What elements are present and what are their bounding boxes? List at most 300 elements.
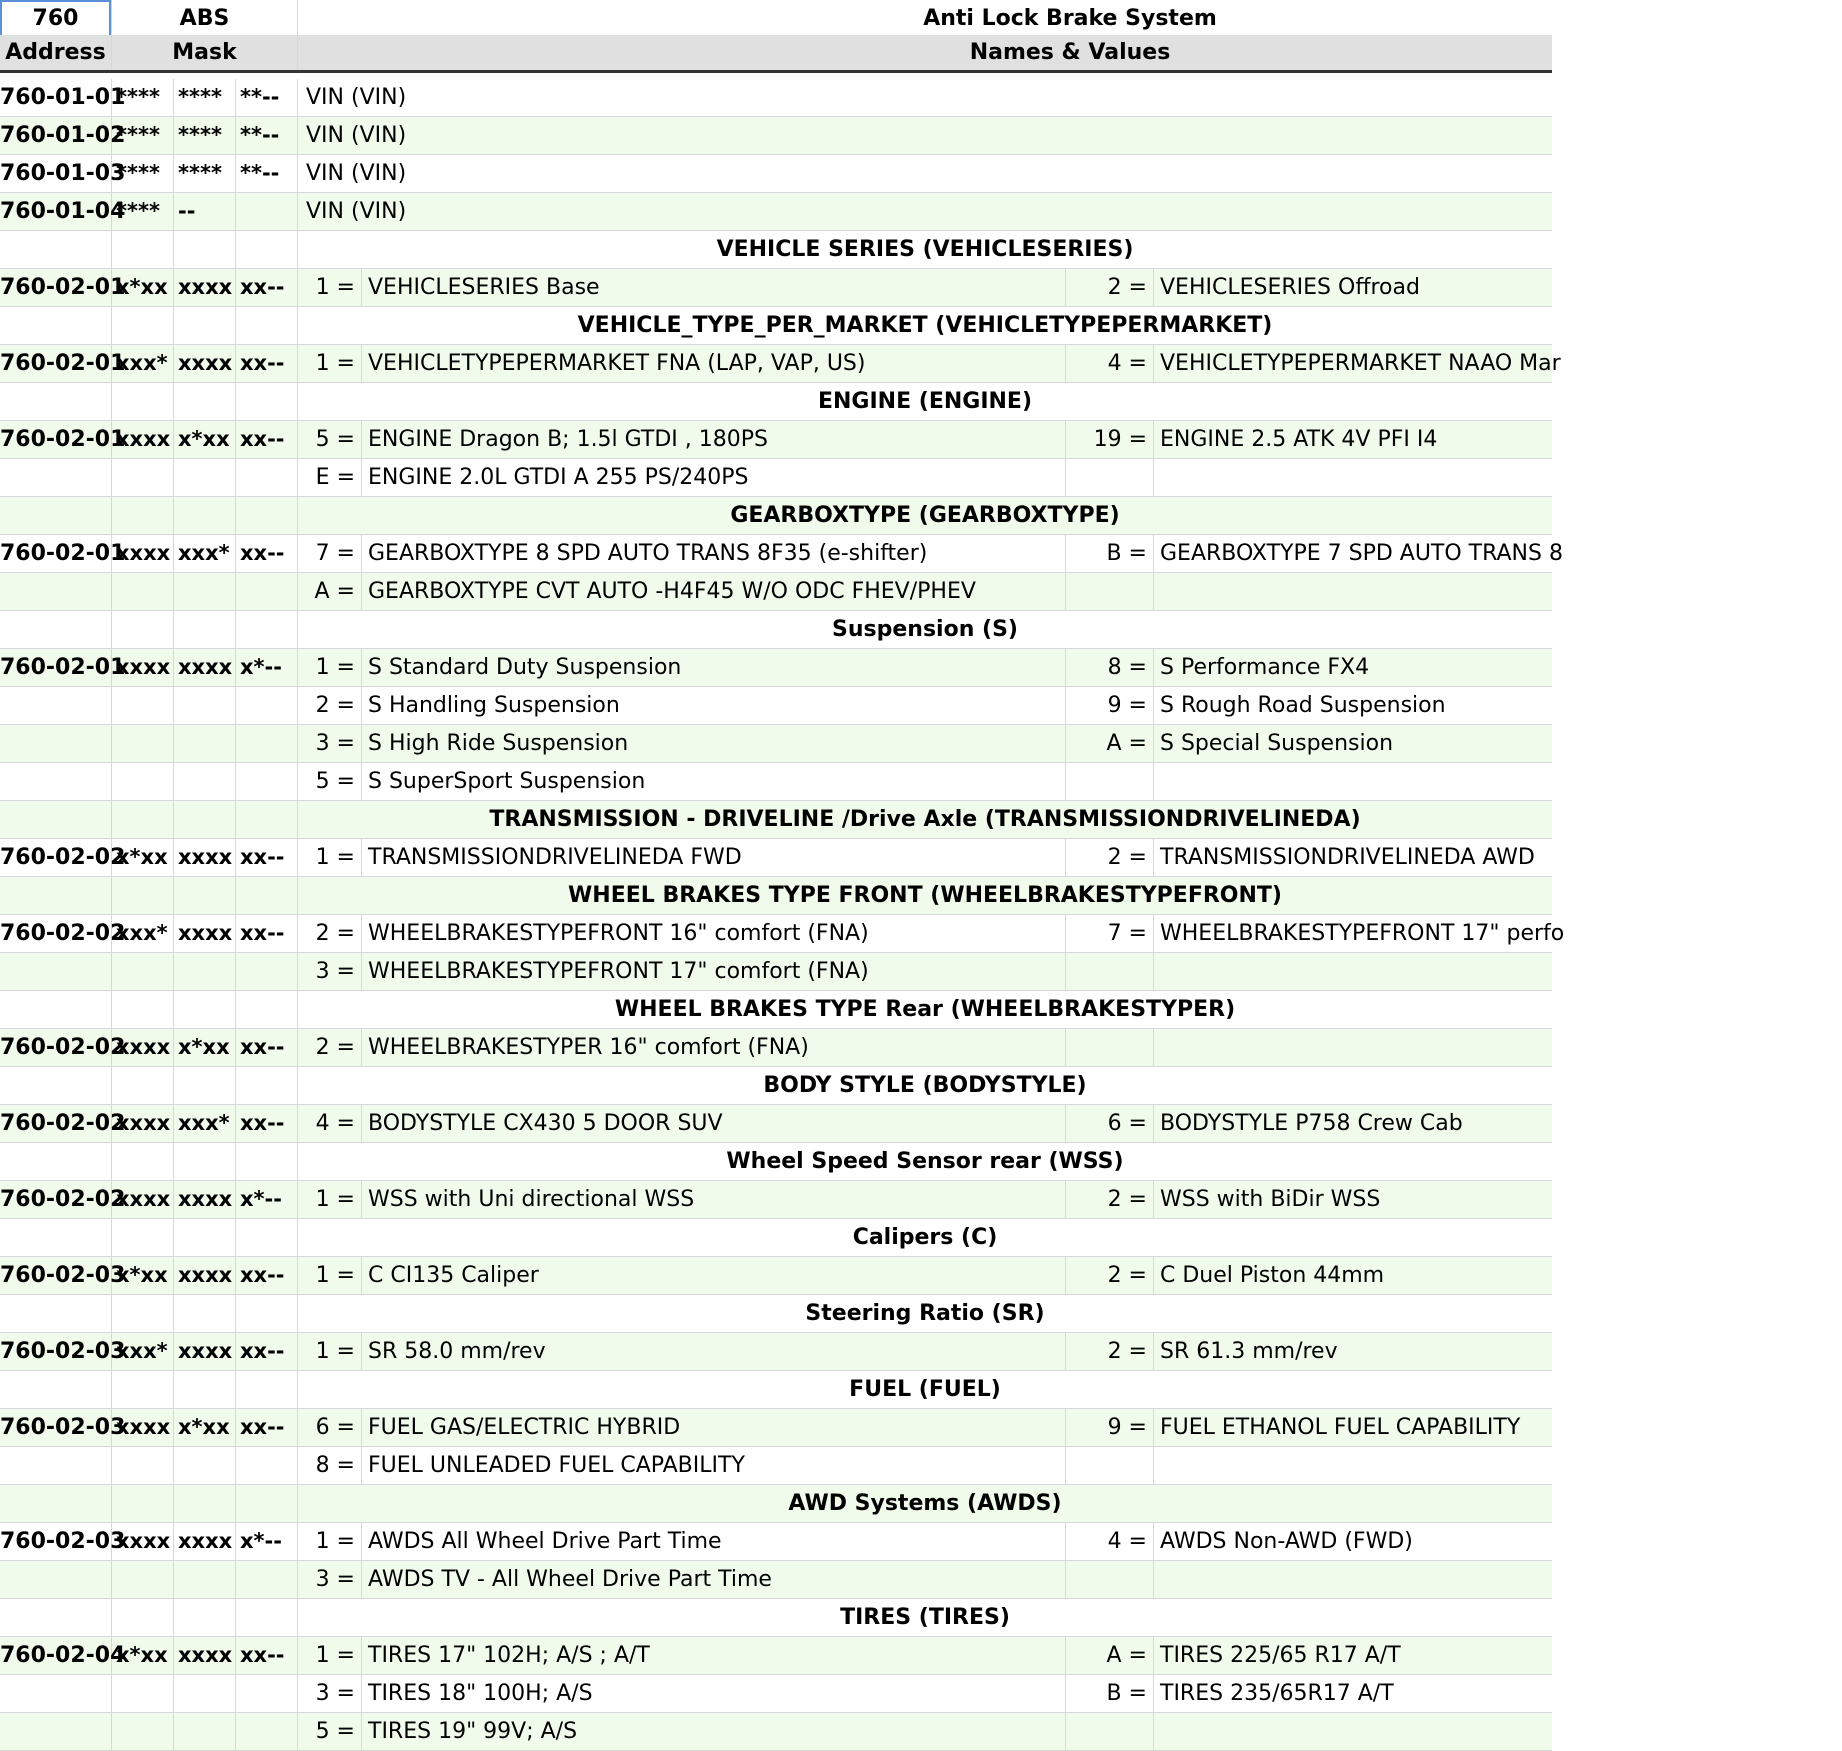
address-cell[interactable]: 760-02-01 (0, 649, 112, 686)
value-name[interactable]: TIRES 17" 102H; A/S ; A/T (362, 1637, 1066, 1674)
mask-cell[interactable]: xxxx (112, 421, 174, 458)
value-code[interactable] (1066, 1447, 1154, 1484)
section-title[interactable]: GEARBOXTYPE (GEARBOXTYPE) (730, 502, 1120, 528)
mask-cell[interactable] (112, 687, 174, 724)
value-name[interactable]: AWDS Non-AWD (FWD) (1160, 1528, 1413, 1554)
mask-cell[interactable] (112, 1143, 174, 1180)
mask-cell[interactable]: **-- (236, 155, 298, 192)
mask-cell[interactable] (236, 801, 298, 838)
ecu-name-cell[interactable]: ABS (112, 0, 298, 37)
mask-cell[interactable] (174, 801, 236, 838)
value-code[interactable]: 3 = (298, 1675, 362, 1712)
value-name[interactable]: VEHICLESERIES Offroad (1160, 274, 1420, 300)
mask-cell[interactable]: xxxx (174, 649, 236, 686)
section-title[interactable]: VEHICLE SERIES (VEHICLESERIES) (716, 236, 1134, 262)
value-code[interactable]: 2 = (298, 687, 362, 724)
mask-cell[interactable]: xx-- (236, 1105, 298, 1142)
value-code[interactable] (1066, 1029, 1154, 1066)
value-code[interactable]: 1 = (298, 1257, 362, 1294)
mask-cell[interactable]: **-- (236, 79, 298, 116)
mask-cell[interactable]: x*xx (174, 1029, 236, 1066)
value-name[interactable]: FUEL UNLEADED FUEL CAPABILITY (362, 1447, 1066, 1484)
mask-cell[interactable]: **** (112, 155, 174, 192)
value-name[interactable]: SR 58.0 mm/rev (362, 1333, 1066, 1370)
mask-cell[interactable] (174, 1485, 236, 1522)
mask-cell[interactable]: x*xx (174, 1409, 236, 1446)
address-cell[interactable] (0, 1067, 112, 1104)
value-code[interactable]: 2 = (1066, 1257, 1154, 1294)
mask-cell[interactable] (112, 1599, 174, 1636)
address-cell[interactable] (0, 459, 112, 496)
value-name[interactable]: WHEELBRAKESTYPER 16" comfort (FNA) (362, 1029, 1066, 1066)
address-cell[interactable] (0, 763, 112, 800)
mask-cell[interactable] (236, 1713, 298, 1750)
address-cell[interactable] (0, 1675, 112, 1712)
value-name[interactable]: VEHICLESERIES Base (362, 269, 1066, 306)
mask-cell[interactable] (236, 231, 298, 268)
value-name[interactable]: S Standard Duty Suspension (362, 649, 1066, 686)
value-name[interactable]: WHEELBRAKESTYPEFRONT 17" comfort (FNA) (362, 953, 1066, 990)
mask-cell[interactable]: **-- (236, 117, 298, 154)
mask-cell[interactable]: -- (174, 193, 236, 230)
address-cell[interactable]: 760-02-04 (0, 1637, 112, 1674)
value-name[interactable] (1154, 573, 1552, 610)
mask-cell[interactable] (112, 991, 174, 1028)
mask-cell[interactable]: xxx* (174, 1105, 236, 1142)
mask-cell[interactable]: xxxx (174, 345, 236, 382)
address-cell[interactable] (0, 1371, 112, 1408)
section-title[interactable]: Suspension (S) (832, 616, 1018, 642)
address-cell[interactable]: 760-02-02 (0, 1105, 112, 1142)
address-cell[interactable]: 760-02-02 (0, 1029, 112, 1066)
mask-cell[interactable] (236, 953, 298, 990)
value-name[interactable] (1154, 953, 1552, 990)
value-code[interactable]: 1 = (298, 345, 362, 382)
value-code[interactable]: 2 = (298, 915, 362, 952)
value-code[interactable]: 6 = (298, 1409, 362, 1446)
mask-cell[interactable]: xxx* (112, 345, 174, 382)
value-code[interactable]: 5 = (298, 763, 362, 800)
value-code[interactable]: 2 = (1066, 269, 1154, 306)
mask-cell[interactable] (236, 725, 298, 762)
value-name[interactable]: S SuperSport Suspension (362, 763, 1066, 800)
value-code[interactable]: 19 = (1066, 421, 1154, 458)
value-code[interactable]: A = (1066, 1637, 1154, 1674)
mask-cell[interactable]: xxxx (112, 1029, 174, 1066)
mask-cell[interactable]: x*xx (174, 421, 236, 458)
address-cell[interactable]: 760-01-04 (0, 193, 112, 230)
value-code[interactable]: 6 = (1066, 1105, 1154, 1142)
value-name[interactable]: S Handling Suspension (362, 687, 1066, 724)
value-code[interactable] (1066, 459, 1154, 496)
value-name[interactable]: AWDS All Wheel Drive Part Time (362, 1523, 1066, 1560)
mask-cell[interactable]: xxxx (112, 1181, 174, 1218)
value-code[interactable]: 1 = (298, 1333, 362, 1370)
value-name[interactable]: WHEELBRAKESTYPEFRONT 16" comfort (FNA) (362, 915, 1066, 952)
mask-cell[interactable] (236, 1485, 298, 1522)
mask-cell[interactable] (112, 497, 174, 534)
mask-cell[interactable] (174, 459, 236, 496)
value-name[interactable]: TRANSMISSIONDRIVELINEDA FWD (362, 839, 1066, 876)
mask-cell[interactable]: xxx* (112, 1333, 174, 1370)
value-name[interactable]: TIRES 18" 100H; A/S (362, 1675, 1066, 1712)
mask-cell[interactable]: xxx* (174, 535, 236, 572)
value-name[interactable]: C CI135 Caliper (362, 1257, 1066, 1294)
address-cell[interactable]: 760-02-01 (0, 535, 112, 572)
mask-cell[interactable] (174, 307, 236, 344)
mask-cell[interactable] (112, 725, 174, 762)
mask-cell[interactable]: xxxx (174, 269, 236, 306)
mask-cell[interactable] (174, 1371, 236, 1408)
mask-cell[interactable] (236, 1599, 298, 1636)
value-name[interactable]: ENGINE 2.0L GTDI A 255 PS/240PS (362, 459, 1066, 496)
value-code[interactable]: 2 = (298, 1029, 362, 1066)
section-title[interactable]: TIRES (TIRES) (840, 1604, 1010, 1630)
value-name[interactable]: GEARBOXTYPE 8 SPD AUTO TRANS 8F35 (e-shifter) (362, 535, 1066, 572)
mask-column-header[interactable]: Mask (112, 35, 298, 70)
mask-cell[interactable] (112, 1561, 174, 1598)
value-name[interactable]: SR 61.3 mm/rev (1160, 1338, 1338, 1364)
value-name[interactable] (1154, 1447, 1552, 1484)
value-code[interactable]: 5 = (298, 1713, 362, 1750)
address-cell[interactable] (0, 383, 112, 420)
address-cell[interactable]: 760-02-02 (0, 839, 112, 876)
mask-cell[interactable] (174, 383, 236, 420)
section-title[interactable]: VEHICLE_TYPE_PER_MARKET (VEHICLETYPEPERMARKET) (577, 312, 1273, 338)
mask-cell[interactable] (236, 763, 298, 800)
mask-cell[interactable] (112, 573, 174, 610)
address-cell[interactable] (0, 231, 112, 268)
mask-cell[interactable]: xxxx (174, 1637, 236, 1674)
address-cell[interactable]: 760-02-03 (0, 1409, 112, 1446)
mask-cell[interactable] (236, 1675, 298, 1712)
address-cell[interactable]: 760-02-01 (0, 421, 112, 458)
value-name[interactable]: WHEELBRAKESTYPEFRONT 17" perfo (1160, 920, 1565, 946)
mask-cell[interactable] (174, 1067, 236, 1104)
mask-cell[interactable]: xxxx (112, 1409, 174, 1446)
value-name[interactable]: C Duel Piston 44mm (1160, 1262, 1385, 1288)
address-cell[interactable] (0, 573, 112, 610)
value-name[interactable]: GEARBOXTYPE 7 SPD AUTO TRANS 8 (1160, 540, 1563, 566)
address-cell[interactable] (0, 1447, 112, 1484)
value-name[interactable]: TIRES 19" 99V; A/S (362, 1713, 1066, 1750)
value-code[interactable]: E = (298, 459, 362, 496)
mask-cell[interactable] (174, 953, 236, 990)
mask-cell[interactable] (174, 1295, 236, 1332)
section-title[interactable]: AWD Systems (AWDS) (788, 1490, 1062, 1516)
value-name[interactable] (1154, 763, 1552, 800)
mask-cell[interactable]: xxxx (174, 1257, 236, 1294)
section-title[interactable]: Calipers (C) (852, 1224, 998, 1250)
value-code[interactable]: 5 = (298, 421, 362, 458)
mask-cell[interactable] (236, 1371, 298, 1408)
mask-cell[interactable] (174, 1143, 236, 1180)
section-title[interactable]: FUEL (FUEL) (849, 1376, 1001, 1402)
section-title[interactable]: Wheel Speed Sensor rear (WSS) (726, 1148, 1124, 1174)
address-cell[interactable]: 760-02-03 (0, 1333, 112, 1370)
address-cell[interactable] (0, 1561, 112, 1598)
ecu-address-cell[interactable]: 760 (0, 0, 112, 37)
mask-cell[interactable]: xx-- (236, 1409, 298, 1446)
mask-cell[interactable] (174, 1447, 236, 1484)
value-name[interactable]: ENGINE Dragon B; 1.5l GTDI , 180PS (362, 421, 1066, 458)
mask-cell[interactable] (112, 1447, 174, 1484)
value-code[interactable]: 3 = (298, 1561, 362, 1598)
value-name[interactable] (1154, 1713, 1552, 1750)
value-name[interactable]: BODYSTYLE P758 Crew Cab (1160, 1110, 1463, 1136)
value-name[interactable]: S Special Suspension (1160, 730, 1394, 756)
address-cell[interactable] (0, 877, 112, 914)
address-cell[interactable]: 760-02-03 (0, 1523, 112, 1560)
mask-cell[interactable]: xxxx (112, 1523, 174, 1560)
value-code[interactable]: 2 = (1066, 839, 1154, 876)
mask-cell[interactable]: xx-- (236, 1637, 298, 1674)
mask-cell[interactable] (112, 1485, 174, 1522)
mask-cell[interactable] (112, 1675, 174, 1712)
value-code[interactable]: 9 = (1066, 687, 1154, 724)
value-name[interactable]: WSS with Uni directional WSS (362, 1181, 1066, 1218)
mask-cell[interactable]: xx-- (236, 345, 298, 382)
address-cell[interactable] (0, 953, 112, 990)
value-code[interactable]: 7 = (298, 535, 362, 572)
address-cell[interactable] (0, 991, 112, 1028)
mask-cell[interactable] (236, 497, 298, 534)
mask-cell[interactable] (236, 1067, 298, 1104)
section-title[interactable]: WHEEL BRAKES TYPE FRONT (WHEELBRAKESTYPEFRONT) (568, 882, 1282, 908)
mask-cell[interactable] (112, 953, 174, 990)
mask-cell[interactable] (236, 459, 298, 496)
address-cell[interactable] (0, 801, 112, 838)
value-name[interactable]: BODYSTYLE CX430 5 DOOR SUV (362, 1105, 1066, 1142)
mask-cell[interactable] (174, 877, 236, 914)
mask-cell[interactable] (236, 877, 298, 914)
value-code[interactable]: 4 = (298, 1105, 362, 1142)
names-values-column-header[interactable] (298, 35, 1552, 70)
value-code[interactable]: 2 = (1066, 1333, 1154, 1370)
address-cell[interactable] (0, 1599, 112, 1636)
vin-label[interactable]: VIN (VIN) (306, 122, 407, 148)
value-code[interactable]: 9 = (1066, 1409, 1154, 1446)
mask-cell[interactable]: xxxx (174, 1181, 236, 1218)
value-name[interactable]: FUEL ETHANOL FUEL CAPABILITY (1160, 1414, 1521, 1440)
mask-cell[interactable] (236, 573, 298, 610)
value-name[interactable]: ENGINE 2.5 ATK 4V PFI I4 (1160, 426, 1438, 452)
mask-cell[interactable] (236, 1219, 298, 1256)
mask-cell[interactable] (174, 231, 236, 268)
mask-cell[interactable]: **** (112, 193, 174, 230)
mask-cell[interactable] (236, 1295, 298, 1332)
value-name[interactable] (1154, 1561, 1552, 1598)
value-code[interactable]: 1 = (298, 649, 362, 686)
mask-cell[interactable]: xxxx (112, 535, 174, 572)
mask-cell[interactable] (174, 573, 236, 610)
mask-cell[interactable]: xx-- (236, 1257, 298, 1294)
mask-cell[interactable] (174, 1599, 236, 1636)
mask-cell[interactable] (174, 687, 236, 724)
address-cell[interactable]: 760-01-02 (0, 117, 112, 154)
section-title[interactable]: TRANSMISSION - DRIVELINE /Drive Axle (TRANSMISSIONDRIVELINEDA) (489, 806, 1361, 832)
value-name[interactable] (1154, 459, 1552, 496)
mask-cell[interactable] (174, 725, 236, 762)
value-name[interactable]: TIRES 235/65R17 A/T (1160, 1680, 1394, 1706)
vin-label[interactable]: VIN (VIN) (306, 160, 407, 186)
mask-cell[interactable] (174, 611, 236, 648)
mask-cell[interactable] (174, 497, 236, 534)
address-cell[interactable] (0, 1219, 112, 1256)
address-cell[interactable] (0, 687, 112, 724)
mask-cell[interactable] (112, 1713, 174, 1750)
mask-cell[interactable] (174, 991, 236, 1028)
mask-cell[interactable]: xx-- (236, 535, 298, 572)
mask-cell[interactable] (112, 1295, 174, 1332)
value-name[interactable]: TIRES 225/65 R17 A/T (1160, 1642, 1401, 1668)
mask-cell[interactable]: **** (174, 79, 236, 116)
value-name[interactable]: GEARBOXTYPE CVT AUTO -H4F45 W/O ODC FHEV/PHEV (362, 573, 1066, 610)
mask-cell[interactable]: xxx* (112, 915, 174, 952)
ecu-description-cell[interactable] (298, 0, 1552, 37)
mask-cell[interactable] (112, 383, 174, 420)
value-name[interactable] (1154, 1029, 1552, 1066)
mask-cell[interactable]: x*-- (236, 649, 298, 686)
mask-cell[interactable]: x*-- (236, 1523, 298, 1560)
mask-cell[interactable] (112, 1371, 174, 1408)
value-code[interactable]: 2 = (1066, 1181, 1154, 1218)
value-name[interactable]: S Performance FX4 (1160, 654, 1370, 680)
value-name[interactable]: VEHICLETYPEPERMARKET NAAO Mar (1160, 350, 1561, 376)
mask-cell[interactable] (236, 687, 298, 724)
value-code[interactable]: 8 = (298, 1447, 362, 1484)
value-name[interactable]: AWDS TV - All Wheel Drive Part Time (362, 1561, 1066, 1598)
mask-cell[interactable] (174, 763, 236, 800)
value-code[interactable]: 1 = (298, 269, 362, 306)
mask-cell[interactable] (236, 1561, 298, 1598)
value-name[interactable]: TRANSMISSIONDRIVELINEDA AWD (1160, 844, 1535, 870)
mask-cell[interactable] (112, 877, 174, 914)
mask-cell[interactable] (112, 231, 174, 268)
value-code[interactable] (1066, 1713, 1154, 1750)
mask-cell[interactable] (112, 763, 174, 800)
section-title[interactable]: ENGINE (ENGINE) (817, 388, 1033, 414)
address-cell[interactable] (0, 1713, 112, 1750)
value-code[interactable]: 1 = (298, 1637, 362, 1674)
mask-cell[interactable]: xx-- (236, 915, 298, 952)
mask-cell[interactable] (236, 383, 298, 420)
address-cell[interactable] (0, 307, 112, 344)
vin-label[interactable]: VIN (VIN) (306, 84, 407, 110)
address-cell[interactable] (0, 1485, 112, 1522)
value-name[interactable]: S High Ride Suspension (362, 725, 1066, 762)
value-code[interactable] (1066, 953, 1154, 990)
mask-cell[interactable] (236, 1143, 298, 1180)
mask-cell[interactable] (174, 1675, 236, 1712)
mask-cell[interactable]: xxxx (174, 915, 236, 952)
mask-cell[interactable] (112, 801, 174, 838)
value-code[interactable]: B = (1066, 535, 1154, 572)
value-code[interactable]: 1 = (298, 1523, 362, 1560)
mask-cell[interactable]: x*-- (236, 1181, 298, 1218)
mask-cell[interactable]: xx-- (236, 839, 298, 876)
value-code[interactable]: 1 = (298, 839, 362, 876)
mask-cell[interactable] (236, 611, 298, 648)
value-name[interactable]: VEHICLETYPEPERMARKET FNA (LAP, VAP, US) (362, 345, 1066, 382)
value-code[interactable]: B = (1066, 1675, 1154, 1712)
mask-cell[interactable]: xx-- (236, 1333, 298, 1370)
value-code[interactable] (1066, 763, 1154, 800)
value-code[interactable] (1066, 1561, 1154, 1598)
address-cell[interactable] (0, 611, 112, 648)
address-cell[interactable] (0, 497, 112, 534)
value-code[interactable]: 7 = (1066, 915, 1154, 952)
value-code[interactable]: 1 = (298, 1181, 362, 1218)
mask-cell[interactable] (236, 307, 298, 344)
mask-cell[interactable]: xxxx (174, 1333, 236, 1370)
value-code[interactable] (1066, 573, 1154, 610)
mask-cell[interactable]: xx-- (236, 1029, 298, 1066)
mask-cell[interactable] (174, 1219, 236, 1256)
mask-cell[interactable] (112, 459, 174, 496)
mask-cell[interactable] (112, 611, 174, 648)
value-code[interactable]: 8 = (1066, 649, 1154, 686)
value-code[interactable]: 4 = (1066, 345, 1154, 382)
mask-cell[interactable] (174, 1561, 236, 1598)
mask-cell[interactable] (112, 1219, 174, 1256)
mask-cell[interactable]: xxxx (174, 1523, 236, 1560)
section-title[interactable]: WHEEL BRAKES TYPE Rear (WHEELBRAKESTYPER) (614, 996, 1236, 1022)
address-cell[interactable]: 760-01-01 (0, 79, 112, 116)
mask-cell[interactable] (174, 1713, 236, 1750)
mask-cell[interactable] (112, 307, 174, 344)
address-cell[interactable]: 760-02-02 (0, 1181, 112, 1218)
address-column-header[interactable]: Address (0, 35, 112, 70)
value-code[interactable]: 3 = (298, 953, 362, 990)
mask-cell[interactable]: x*xx (112, 269, 174, 306)
mask-cell[interactable]: x*xx (112, 1257, 174, 1294)
address-cell[interactable] (0, 725, 112, 762)
value-code[interactable]: A = (1066, 725, 1154, 762)
address-cell[interactable]: 760-02-03 (0, 1257, 112, 1294)
mask-cell[interactable]: **** (112, 79, 174, 116)
mask-cell[interactable]: xx-- (236, 421, 298, 458)
address-cell[interactable]: 760-01-03 (0, 155, 112, 192)
value-code[interactable]: 3 = (298, 725, 362, 762)
mask-cell[interactable] (236, 193, 298, 230)
mask-cell[interactable] (112, 1067, 174, 1104)
address-cell[interactable]: 760-02-01 (0, 269, 112, 306)
address-cell[interactable]: 760-02-01 (0, 345, 112, 382)
address-cell[interactable]: 760-02-02 (0, 915, 112, 952)
value-name[interactable]: WSS with BiDir WSS (1160, 1186, 1381, 1212)
value-name[interactable]: FUEL GAS/ELECTRIC HYBRID (362, 1409, 1066, 1446)
mask-cell[interactable]: x*xx (112, 1637, 174, 1674)
mask-cell[interactable]: xxxx (174, 839, 236, 876)
value-name[interactable]: S Rough Road Suspension (1160, 692, 1446, 718)
mask-cell[interactable] (236, 1447, 298, 1484)
address-cell[interactable] (0, 1295, 112, 1332)
mask-cell[interactable]: xxxx (112, 1105, 174, 1142)
mask-cell[interactable]: **** (174, 155, 236, 192)
address-cell[interactable] (0, 1143, 112, 1180)
value-code[interactable]: A = (298, 573, 362, 610)
mask-cell[interactable]: xx-- (236, 269, 298, 306)
value-code[interactable]: 4 = (1066, 1523, 1154, 1560)
mask-cell[interactable]: **** (174, 117, 236, 154)
mask-cell[interactable]: xxxx (112, 649, 174, 686)
mask-cell[interactable]: **** (112, 117, 174, 154)
mask-cell[interactable] (236, 991, 298, 1028)
section-title[interactable]: Steering Ratio (SR) (805, 1300, 1045, 1326)
vin-label[interactable]: VIN (VIN) (306, 198, 407, 224)
section-title[interactable]: BODY STYLE (BODYSTYLE) (763, 1072, 1087, 1098)
